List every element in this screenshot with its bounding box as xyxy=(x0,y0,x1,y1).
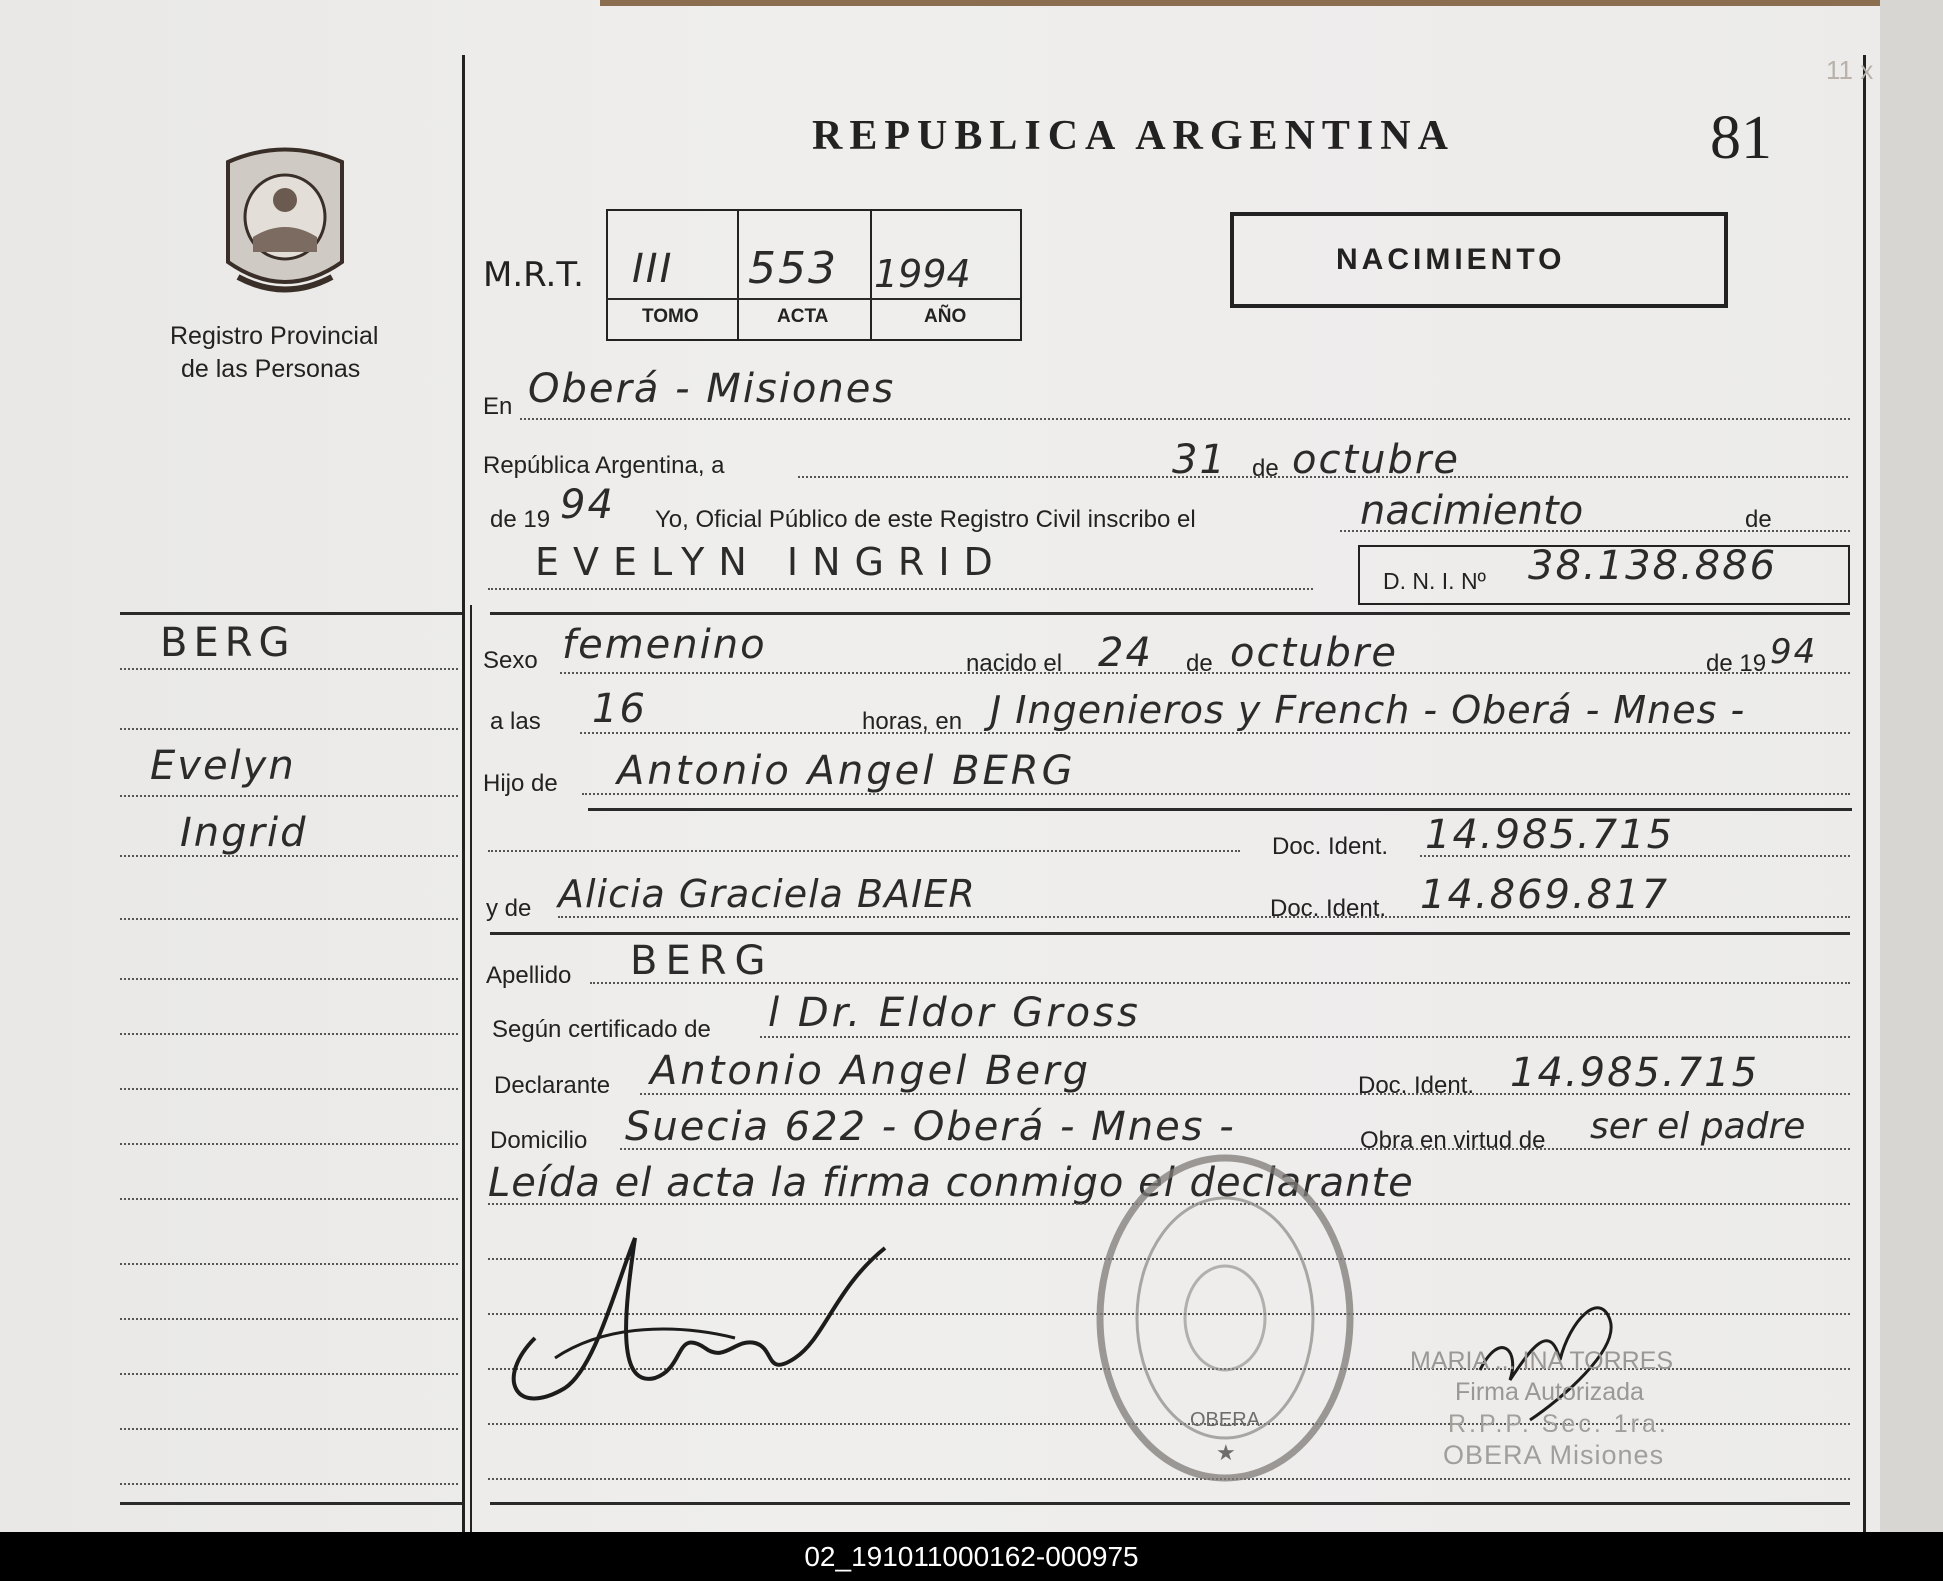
yde-dotline xyxy=(558,916,1850,918)
republica-label: República Argentina, a xyxy=(483,452,725,479)
office-name-line2: de las Personas xyxy=(181,355,361,383)
registration-day: 31 xyxy=(1172,437,1227,483)
declarante-doc-label: Doc. Ident. xyxy=(1358,1072,1475,1099)
domicilio-value: Suecia 622 - Oberá - Mnes - xyxy=(625,1104,1236,1150)
margin-surname: BERG xyxy=(160,620,296,666)
margin-line-10 xyxy=(120,1198,458,1200)
apellido-label: Apellido xyxy=(486,962,572,989)
name-dotline xyxy=(488,588,1313,590)
parents-divider xyxy=(490,932,1850,935)
yde-label: y de xyxy=(486,895,532,922)
margin-line-2 xyxy=(120,728,458,730)
birth-year: 94 xyxy=(1770,632,1818,672)
stamp-section: R.P.P. Sec. 1ra. xyxy=(1448,1410,1669,1438)
father-name: Antonio Angel BERG xyxy=(617,748,1076,794)
seal-bottom-text: OBERA xyxy=(1189,1409,1261,1431)
alas-label: a las xyxy=(490,708,541,735)
margin-line-12 xyxy=(120,1318,458,1320)
segun-dotline xyxy=(760,1036,1850,1038)
birth-day: 24 xyxy=(1098,630,1153,676)
act-type: nacimiento xyxy=(1360,488,1584,534)
hijo-dotline xyxy=(582,793,1850,795)
acto-dotline xyxy=(1340,530,1850,532)
anio-value: 1994 xyxy=(874,252,971,296)
hijo-underline xyxy=(588,808,1852,811)
folio-number: 81 xyxy=(1710,104,1772,172)
page-edge xyxy=(1880,0,1943,1532)
en-dotline xyxy=(520,418,1850,420)
stamp-office: OBERA Misiones xyxy=(1443,1440,1665,1470)
top-edge xyxy=(600,0,1900,6)
province-seal-icon xyxy=(218,142,352,300)
page-title: REPUBLICA ARGENTINA xyxy=(812,113,1455,159)
nacido-label: nacido el xyxy=(966,650,1063,677)
apellido-dotline xyxy=(590,982,1850,984)
de-label-2: de xyxy=(1745,506,1772,533)
mrt-label: M.R.T. xyxy=(483,255,584,295)
left-divider xyxy=(120,612,462,615)
acta-label: ACTA xyxy=(777,306,829,327)
mrt-divider-1 xyxy=(737,209,739,339)
margin-line-4 xyxy=(120,855,458,857)
record-type: NACIMIENTO xyxy=(1336,243,1566,276)
declarante-dotline xyxy=(640,1093,1850,1095)
margin-line-13 xyxy=(120,1373,458,1375)
yo-label: Yo, Oficial Público de este Registro Civil inscribo el xyxy=(655,506,1196,533)
margin-bottom-line xyxy=(120,1502,462,1505)
tomo-label: TOMO xyxy=(642,306,699,327)
margin-line-15 xyxy=(120,1483,458,1485)
certifying-doctor: l Dr. Eldor Gross xyxy=(768,990,1141,1036)
name-divider xyxy=(490,612,1850,615)
de19-label: de 19 xyxy=(490,506,551,533)
margin-line-5 xyxy=(120,918,458,920)
registration-month: octubre xyxy=(1292,437,1460,483)
declarant-name: Antonio Angel Berg xyxy=(650,1048,1091,1094)
mother-doc-label: Doc. Ident. xyxy=(1270,895,1387,922)
svg-text:★: ★ xyxy=(1216,1441,1236,1466)
stamp-name: MARIA ... INA TORRES xyxy=(1410,1347,1674,1375)
father-doc: 14.985.715 xyxy=(1425,812,1675,858)
margin-name-2: Ingrid xyxy=(180,810,308,856)
pencil-mark: 11 x xyxy=(1826,55,1874,85)
obra-label: Obra en virtud de xyxy=(1360,1127,1546,1154)
registration-year: 94 xyxy=(560,482,615,528)
child-name: EVELYN INGRID xyxy=(535,540,1007,584)
en-label: En xyxy=(483,393,513,420)
hijo-label: Hijo de xyxy=(483,770,558,797)
right-border xyxy=(1863,55,1866,1532)
father-dotline xyxy=(488,850,1240,852)
bottom-line xyxy=(490,1502,1850,1505)
sexo-label: Sexo xyxy=(483,647,538,674)
margin-line-14 xyxy=(120,1428,458,1430)
margin-line-11 xyxy=(120,1263,458,1265)
obra-value: ser el padre xyxy=(1590,1106,1806,1147)
birth-hour: 16 xyxy=(592,686,647,732)
horas-label: horas, en xyxy=(862,708,963,735)
alas-dotline xyxy=(580,732,1850,734)
acta-value: 553 xyxy=(748,243,838,294)
margin-line-8 xyxy=(120,1088,458,1090)
de-label: de xyxy=(1252,455,1279,482)
father-doc-label: Doc. Ident. xyxy=(1272,833,1389,860)
segun-label: Según certificado de xyxy=(492,1016,711,1043)
domicilio-label: Domicilio xyxy=(490,1127,588,1154)
dni-value: 38.138.886 xyxy=(1528,543,1778,589)
mother-doc: 14.869.817 xyxy=(1420,872,1670,918)
mrt-divider-2 xyxy=(870,209,872,339)
dni-label: D. N. I. Nº xyxy=(1383,568,1486,594)
de-label-3: de xyxy=(1186,650,1213,677)
birth-month: octubre xyxy=(1230,630,1398,676)
left-column-border-2 xyxy=(470,605,472,1532)
tomo-value: III xyxy=(632,246,674,292)
margin-line-3 xyxy=(120,795,458,797)
declarant-doc: 14.985.715 xyxy=(1510,1050,1760,1096)
stamp-role: Firma Autorizada xyxy=(1455,1378,1644,1406)
declarante-label: Declarante xyxy=(494,1072,611,1099)
apellido-value: BERG xyxy=(630,938,774,984)
father-doc-dotline xyxy=(1420,855,1850,857)
margin-line-1 xyxy=(120,668,458,670)
sexo-dotline xyxy=(560,672,1850,674)
margin-name-1: Evelyn xyxy=(150,743,296,789)
de19-label-2: de 19 xyxy=(1706,650,1767,677)
margin-line-6 xyxy=(120,978,458,980)
place-of-registry: Oberá - Misiones xyxy=(528,366,896,412)
republica-dotline xyxy=(798,476,1848,478)
mother-name: Alicia Graciela BAIER xyxy=(558,872,976,916)
sexo-value: femenino xyxy=(562,622,767,668)
mrt-row-divider xyxy=(606,298,1020,300)
margin-line-7 xyxy=(120,1033,458,1035)
anio-label: AÑO xyxy=(924,306,967,327)
official-round-seal-icon xyxy=(1090,1148,1360,1488)
image-id-caption: 02_191011000162-000975 xyxy=(0,1532,1943,1581)
closing-statement: Leída el acta la firma conmigo el declarante xyxy=(488,1160,1414,1206)
margin-line-9 xyxy=(120,1143,458,1145)
left-column-border xyxy=(462,55,465,1532)
declarant-signature-icon xyxy=(495,1228,915,1428)
birth-place: J Ingenieros y French - Oberá - Mnes - xyxy=(990,688,1746,732)
office-name-line1: Registro Provincial xyxy=(170,322,379,350)
